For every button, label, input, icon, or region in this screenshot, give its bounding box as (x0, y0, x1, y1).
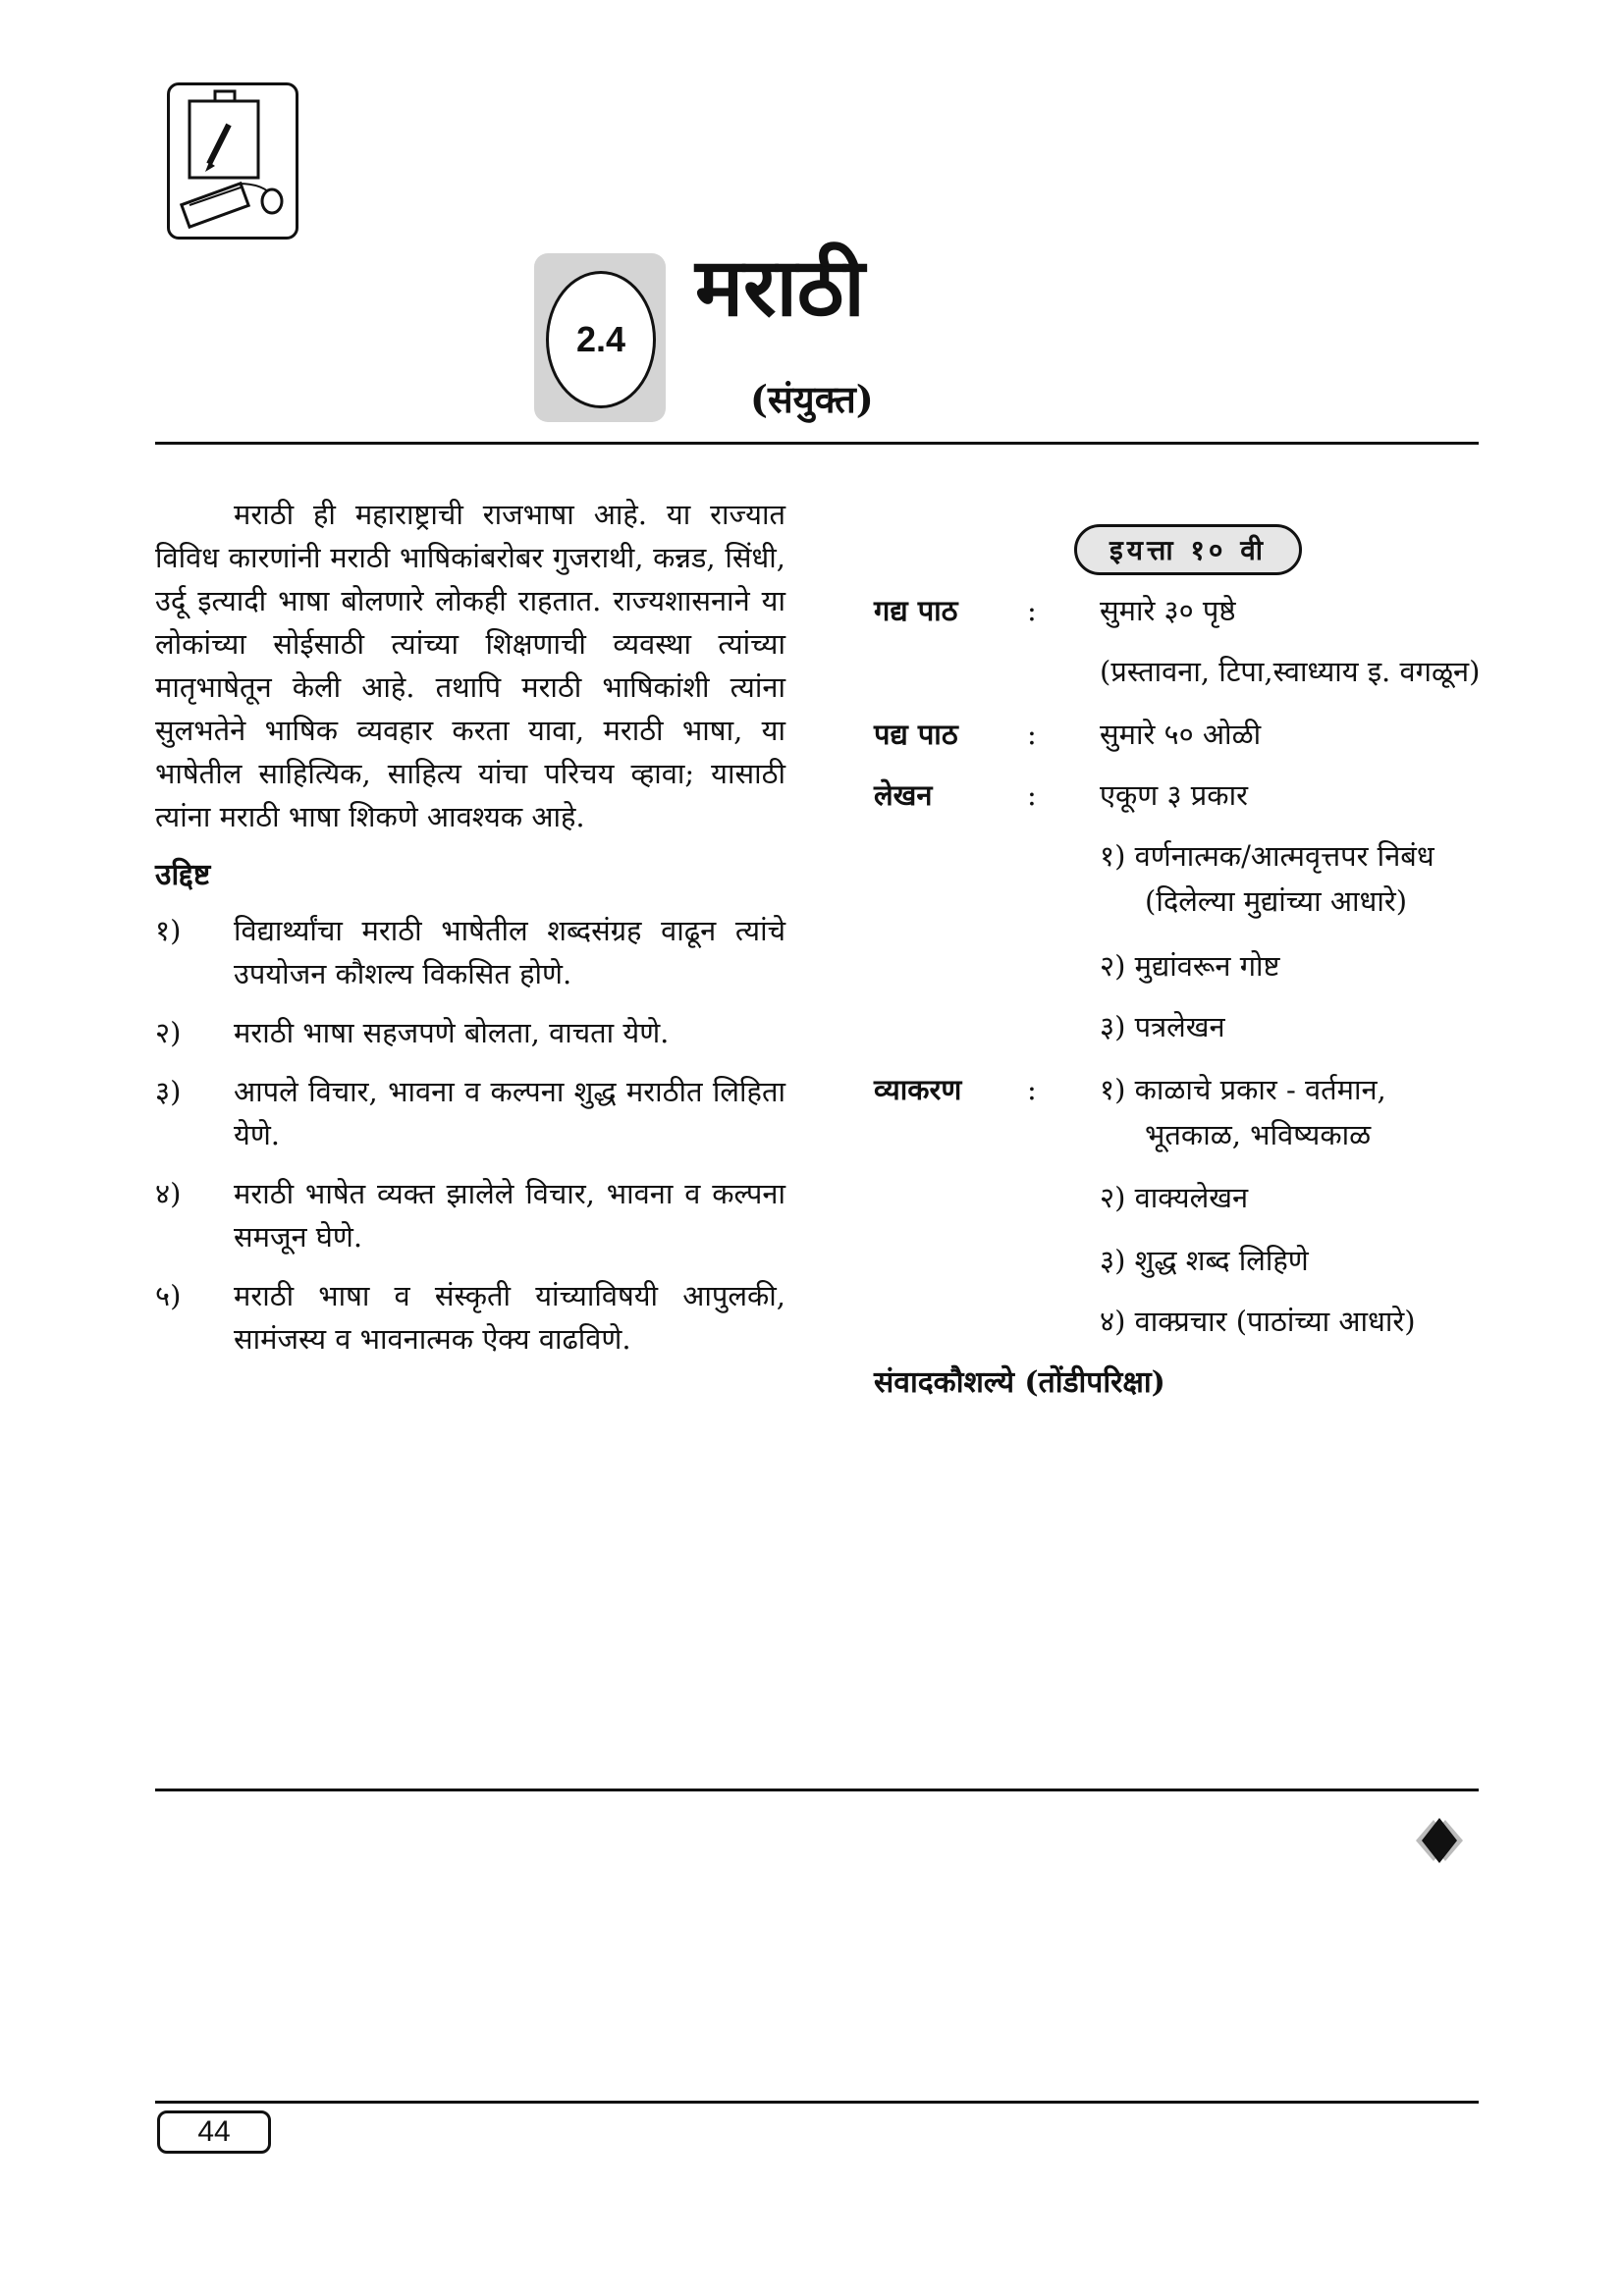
vyakaran-item: १) काळाचे प्रकार - वर्तमान, (1100, 1073, 1386, 1106)
objective-number: २) (155, 1016, 182, 1049)
chapter-number: 2.4 (575, 319, 626, 359)
page-number-box (157, 2110, 271, 2154)
computer-logo-icon (167, 82, 298, 240)
objective-number: ३) (155, 1075, 182, 1108)
objective-number: १) (155, 914, 182, 947)
gadya-value: सुमारे ३० पृष्ठे (1100, 594, 1236, 627)
lekhan-item: १) वर्णनात्मक/आत्मवृत्तपर निबंध (1100, 839, 1434, 873)
diamond-ornament-icon (1398, 1814, 1481, 1867)
objective-number: ५) (155, 1279, 182, 1312)
objective-item (155, 1274, 785, 1361)
vyakaran-item: २) वाक्यलेखन (1100, 1181, 1249, 1214)
header-rule (155, 442, 1479, 445)
colon: : (1027, 1073, 1037, 1106)
objective-text: मराठी भाषा व संस्कृती यांच्याविषयी आपुलकी, सामंजस्य व भावनात्मक ऐक्य वाढविणे. (234, 1279, 785, 1356)
lekhan-label: लेखन (874, 778, 933, 812)
vyakaran-item: ३) शुद्ध शब्द लिहिणे (1100, 1244, 1309, 1277)
objective-text: आपले विचार, भावना व कल्पना शुद्ध मराठीत लिहिता येणे. (234, 1075, 785, 1151)
page-number: 44 (197, 2115, 231, 2148)
chapter-number-circle (546, 271, 656, 408)
intro-paragraph: मराठी ही महाराष्ट्राची राजभाषा आहे. या राज्यात विविध कारणांनी मराठी भाषिकांबरोबर गुजराथी, कन्नड, सिंधी, उर्दू इत्यादी भाषा बोलणारे लोकही राहतात. राज्यशासनाने या लोकांच्या सोईसाठी त्यांच्या शिक्षणाची व्यवस्था त्यांच्या मातृभाषेतून केली आहे. तथापि मराठी भाषिकांशी त्यांना सुलभतेने भाषिक व्यवहार करता यावा, मराठी भाषा, या भाषेतील साहित्यिक, साहित्य यांचा परिचय व्हावा; यासाठी त्यांना मराठी भाषा शिकणे आवश्यक आहे. (155, 498, 785, 833)
gadya-label: गद्य पाठ (874, 594, 958, 627)
padya-value: सुमारे ५० ओळी (1100, 718, 1262, 751)
footer-rule (155, 2101, 1479, 2104)
vyakaran-item: भूतकाळ, भविष्यकाळ (1145, 1118, 1372, 1151)
samvad-heading: संवादकौशल्ये (तोंडीपरिक्षा) (874, 1365, 1165, 1400)
objective-item (155, 1070, 785, 1156)
objective-item (155, 1172, 785, 1258)
objective-number: ४) (155, 1177, 182, 1210)
padya-label: पद्य पाठ (874, 718, 958, 751)
vyakaran-item: ४) वाक्प्रचार (पाठांच्या आधारे) (1100, 1305, 1416, 1338)
left-column (155, 493, 785, 1376)
lekhan-item: (दिलेल्या मुद्यांच्या आधारे) (1145, 884, 1408, 918)
objective-item (155, 1011, 785, 1054)
page-subtitle: (संयुक्त) (750, 377, 874, 421)
grade-badge: इयत्ता १० वी (1074, 524, 1302, 575)
objective-text: विद्यार्थ्यांचा मराठी भाषेतील शब्दसंग्रह वाढून त्यांचे उपयोजन कौशल्य विकसित होणे. (234, 914, 785, 990)
lekhan-value: एकूण ३ प्रकार (1100, 778, 1248, 812)
vyakaran-label: व्याकरण (874, 1073, 962, 1106)
colon: : (1027, 718, 1037, 751)
gadya-note: (प्रस्तावना, टिपा,स्वाध्याय इ. वगळून) (1100, 655, 1481, 688)
objective-text: मराठी भाषा सहजपणे बोलता, वाचता येणे. (234, 1016, 670, 1049)
objective-item (155, 909, 785, 995)
page-title: मराठी (695, 240, 865, 335)
objectives-heading: उद्दिष्ट (155, 858, 211, 892)
lekhan-item: ३) पत्रलेखन (1100, 1010, 1225, 1043)
bottom-rule (155, 1789, 1479, 1791)
colon: : (1027, 594, 1037, 627)
lekhan-item: २) मुद्यांवरून गोष्ट (1100, 949, 1280, 983)
colon: : (1027, 778, 1037, 812)
objective-text: मराठी भाषेत व्यक्त झालेले विचार, भावना व कल्पना समजून घेणे. (234, 1177, 785, 1254)
